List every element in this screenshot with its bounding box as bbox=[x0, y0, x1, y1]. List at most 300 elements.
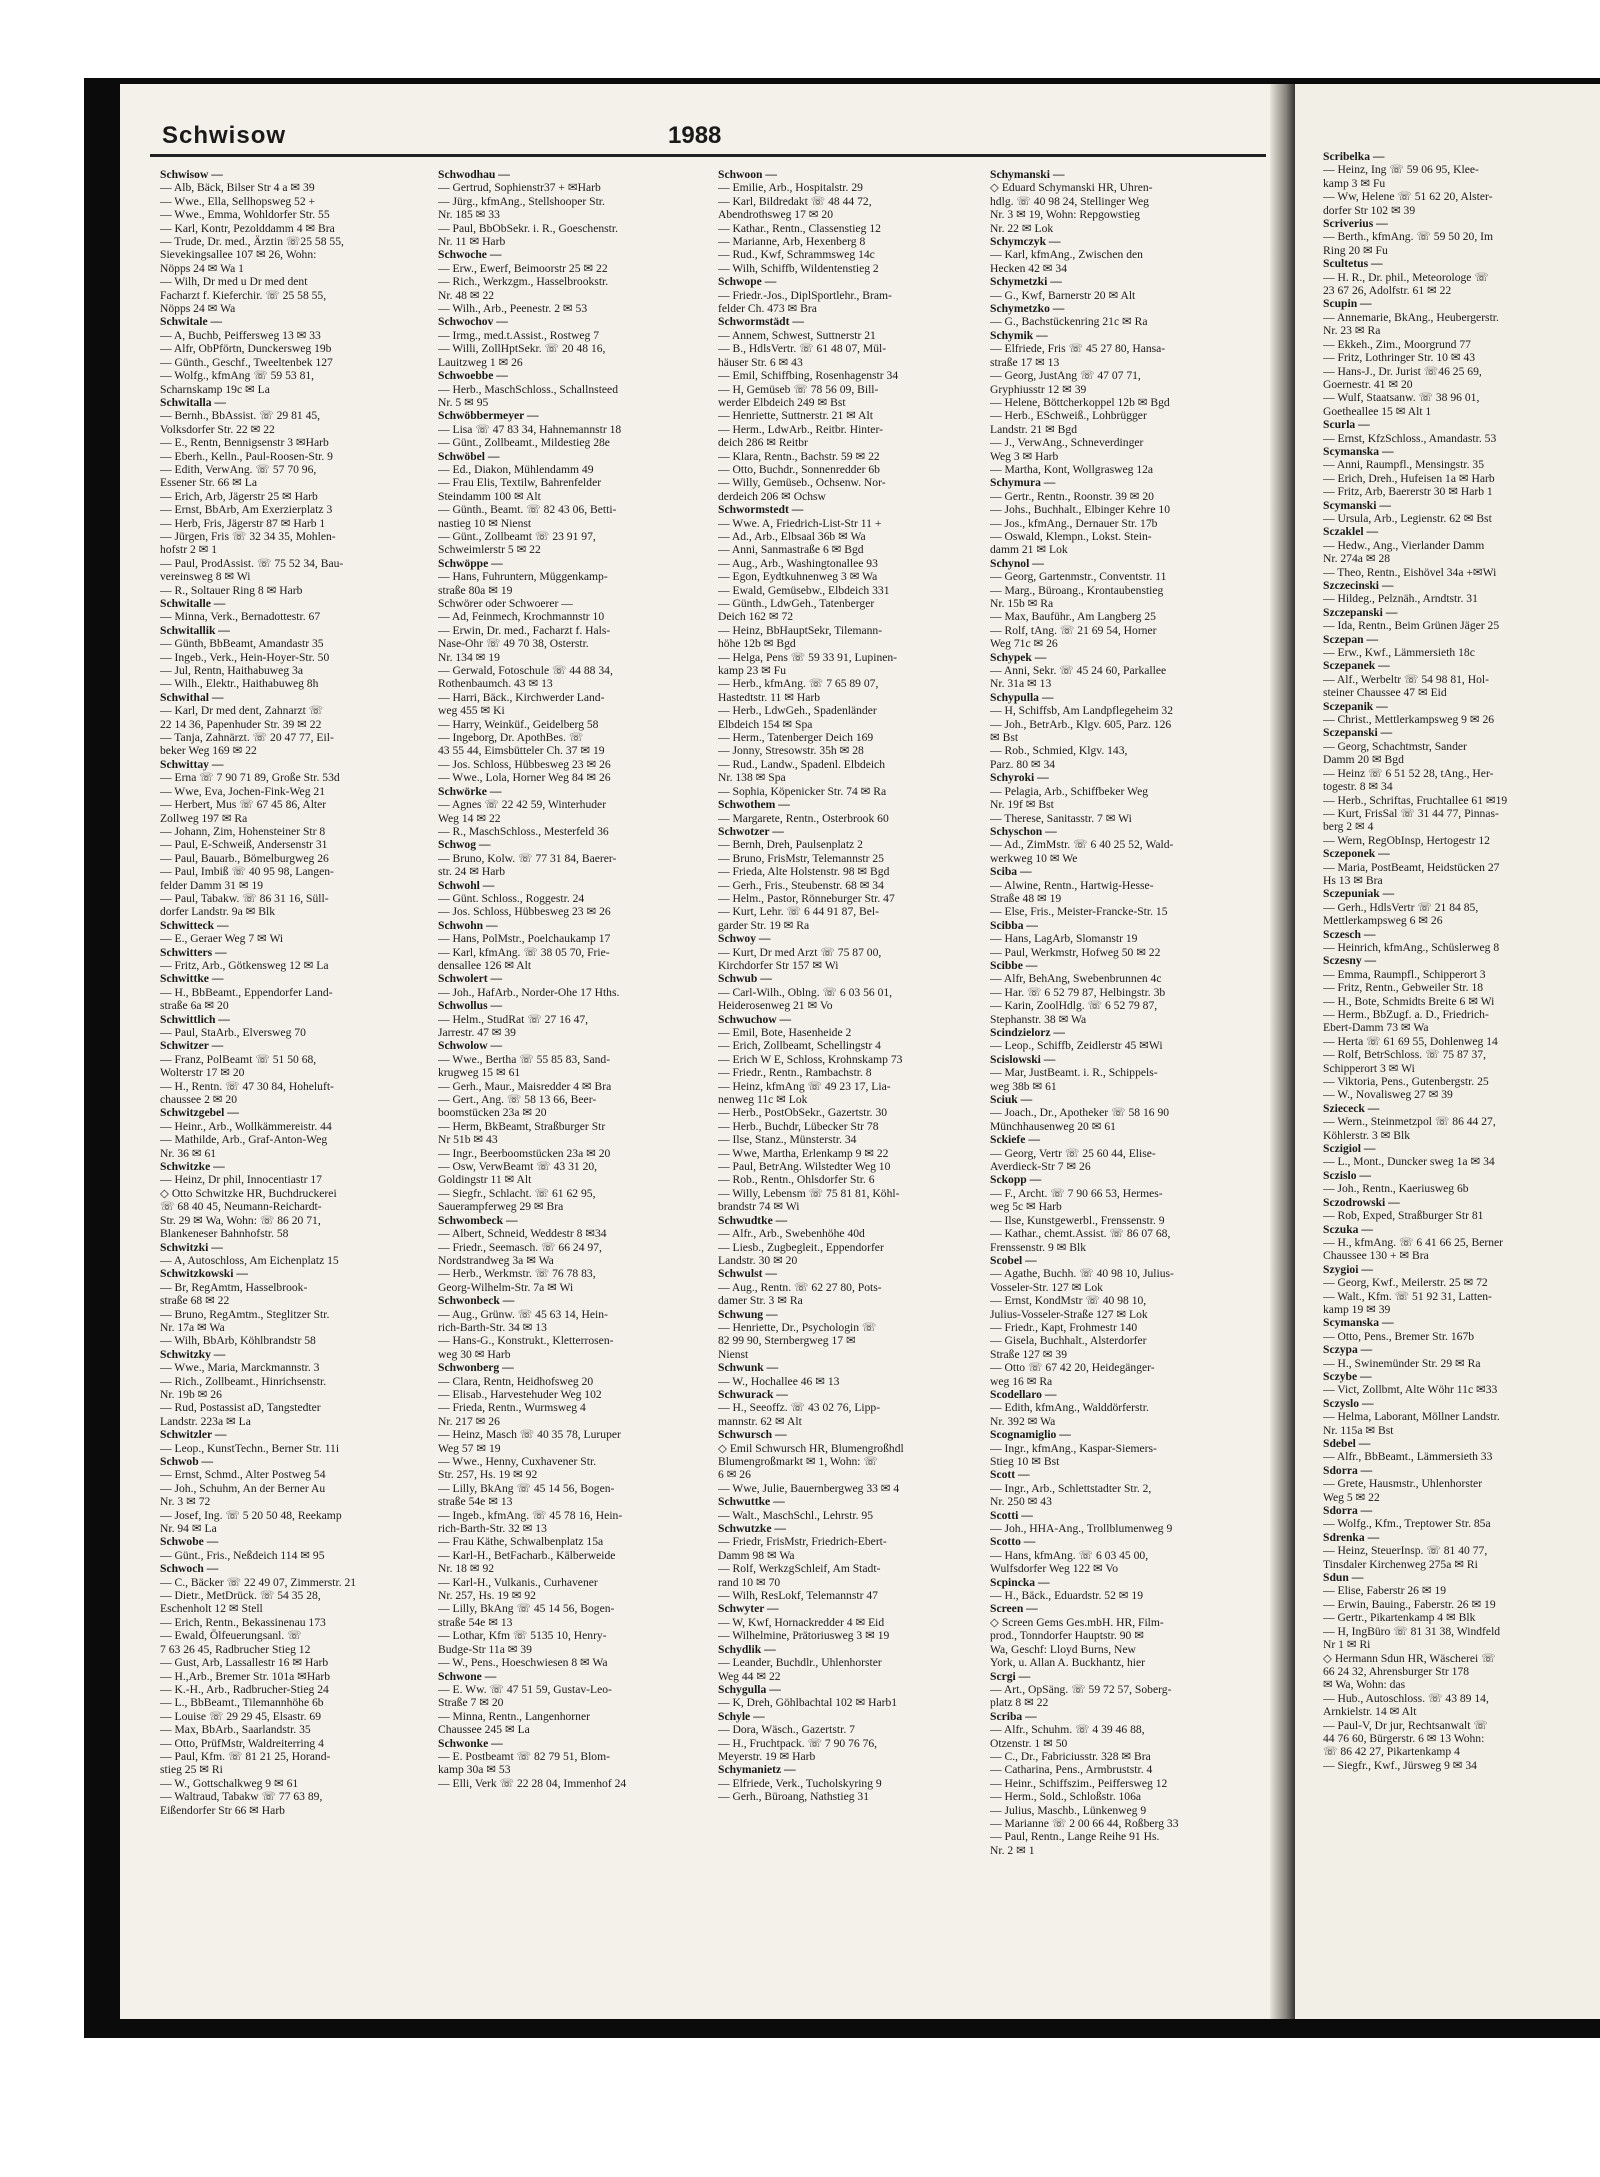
directory-line: Weg 44 ✉ 22 bbox=[718, 1669, 781, 1683]
directory-line: Schwurack — bbox=[718, 1387, 788, 1401]
directory-line: — Fritz, Arb., Götkensweg 12 ✉ La bbox=[160, 958, 329, 972]
directory-line: — Rolf, BetrSchloss. ☏ 75 87 37, bbox=[1323, 1048, 1486, 1062]
directory-line: weg 30 ✉ Harb bbox=[438, 1347, 511, 1361]
directory-line: Sczepanek — bbox=[1323, 659, 1390, 673]
directory-line: — Christ., Mettlerkampsweg 9 ✉ 26 bbox=[1323, 713, 1495, 727]
directory-line: — Erna ☏ 7 90 71 89, Große Str. 53d bbox=[160, 771, 340, 785]
directory-line: — Berth., kfmAng. ☏ 59 50 20, Im bbox=[1323, 230, 1494, 244]
directory-line: — Wulf, Staatsanw. ☏ 38 96 01, bbox=[1323, 391, 1480, 405]
directory-line: — Willy, Gemüseb., Ochsenw. Nor- bbox=[718, 476, 886, 490]
directory-line: Landstr. 21 ✉ Bgd bbox=[990, 422, 1078, 436]
directory-line: — A, Autoschloss, Am Eichenplatz 15 bbox=[160, 1253, 339, 1267]
directory-line: Nr. 19b ✉ 26 bbox=[160, 1387, 222, 1401]
directory-line: — Joach., Dr., Apotheker ☏ 58 16 90 bbox=[990, 1106, 1170, 1120]
directory-line: — Harri, Bäck., Kirchwerder Land- bbox=[438, 690, 605, 704]
directory-line: Nordstrandweg 3a ✉ Wa bbox=[438, 1253, 554, 1267]
directory-line: — Hans-G., Konstrukt., Kletterrosen- bbox=[438, 1334, 614, 1348]
directory-line: — Marianne ☏ 2 00 66 44, Roßberg 33 bbox=[990, 1816, 1179, 1830]
directory-line: — W., Novalisweg 27 ✉ 39 bbox=[1323, 1088, 1453, 1102]
directory-line: kamp 3 ✉ Fu bbox=[1323, 176, 1386, 190]
directory-line: — Paul, Bauarb., Bömelburgweg 26 bbox=[160, 851, 329, 865]
directory-line: Schwoebbe — bbox=[438, 369, 508, 383]
directory-line: — Friedr.-Jos., DiplSportlehr., Bram- bbox=[718, 288, 892, 302]
directory-line: — Clara, Rentn, Heidhofsweg 20 bbox=[438, 1374, 594, 1388]
directory-line: — Emma, Raumpfl., Schipperort 3 bbox=[1323, 967, 1486, 981]
directory-line: — Liesb., Zugbegleit., Eppendorfer bbox=[718, 1240, 884, 1254]
directory-line: Hs 13 ✉ Bra bbox=[1323, 873, 1383, 887]
directory-line: — Wilh., Arb., Peenestr. 2 ✉ 53 bbox=[438, 302, 588, 316]
directory-line: weg 16 ✉ Ra bbox=[990, 1374, 1053, 1388]
directory-line: — Louise ☏ 29 29 45, Elsastr. 69 bbox=[160, 1709, 322, 1723]
directory-line: — Wilhelmine, Prätoriusweg 3 ✉ 19 bbox=[718, 1629, 890, 1643]
directory-line: — Hildeg., Pelznäh., Arndtstr. 31 bbox=[1323, 592, 1478, 606]
directory-line: Schwuchow — bbox=[718, 1012, 792, 1026]
directory-line: Scibbe — bbox=[990, 958, 1038, 972]
directory-line: — Helm., StudRat ☏ 27 16 47, bbox=[438, 1012, 589, 1026]
directory-line: — Wilh, Dr med u Dr med dent bbox=[160, 275, 308, 289]
directory-line: — Bernh, Dreh, Paulsenplatz 2 bbox=[718, 838, 863, 852]
directory-line: — Aug., Arb., Washingtonallee 93 bbox=[718, 556, 878, 570]
directory-line: 43 55 44, Eimsbütteler Ch. 37 ✉ 19 bbox=[438, 744, 605, 758]
directory-line: Kirchdorfer Str 157 ✉ Wi bbox=[718, 958, 839, 972]
directory-line: Nr. 94 ✉ La bbox=[160, 1522, 217, 1536]
directory-line: — Jul, Rentn, Haithabuweg 3a bbox=[160, 664, 303, 678]
directory-line: Schwitteck — bbox=[160, 918, 229, 932]
directory-line: — Vict, Zollbmt, Alte Wöhr 11c ✉33 bbox=[1323, 1383, 1498, 1397]
directory-line: Schymczyk — bbox=[990, 235, 1061, 249]
directory-line: — Gert., Ang. ☏ 58 13 66, Beer- bbox=[438, 1093, 597, 1107]
directory-line: ✉ Wa, Wohn: das bbox=[1323, 1678, 1406, 1692]
directory-line: Sziececk — bbox=[1323, 1101, 1380, 1115]
page-number: 1988 bbox=[668, 122, 722, 149]
directory-line: — Annemarie, BkAng., Heubergerstr. bbox=[1323, 310, 1499, 324]
directory-line: — Kathar., chemt.Assist. ☏ 86 07 68, bbox=[990, 1227, 1171, 1241]
directory-line: Schwormstedt — bbox=[718, 503, 804, 517]
directory-line: Scultetus — bbox=[1323, 257, 1383, 271]
directory-line: Schipperort 3 ✉ Wi bbox=[1323, 1061, 1415, 1075]
directory-line: — H., Bäck., Eduardstr. 52 ✉ 19 bbox=[990, 1589, 1144, 1603]
directory-line: straße 68 ✉ 22 bbox=[160, 1294, 230, 1308]
directory-line: weg 5c ✉ Harb bbox=[990, 1200, 1062, 1214]
directory-line: Sczepanik — bbox=[1323, 699, 1388, 713]
directory-line: — Ernst, BbArb, Am Exerzierplatz 3 bbox=[160, 503, 333, 517]
directory-line: — Georg, Vertr ☏ 25 60 44, Elise- bbox=[990, 1146, 1156, 1160]
directory-line: Schwohl — bbox=[438, 878, 495, 892]
directory-line: — Elfriede, Fris ☏ 45 27 80, Hansa- bbox=[990, 342, 1166, 356]
directory-line: Sczepuniak — bbox=[1323, 887, 1395, 901]
directory-line: — Theo, Rentn., Eishövel 34a +✉Wi bbox=[1323, 565, 1497, 579]
directory-line: Sczypa — bbox=[1323, 1343, 1373, 1357]
directory-line: — Karl-H., Vulkanis., Curhavener bbox=[438, 1575, 598, 1589]
directory-line: Arnkielstr. 14 ✉ Alt bbox=[1323, 1705, 1417, 1719]
directory-line: Sievekingsallee 107 ✉ 26, Wohn: bbox=[160, 248, 317, 262]
directory-line: Schwonberg — bbox=[438, 1361, 514, 1375]
directory-line: 44 76 60, Bürgerstr. 6 ✉ 13 Wohn: bbox=[1323, 1731, 1485, 1745]
directory-line: 22 14 36, Papenhuder Str. 39 ✉ 22 bbox=[160, 717, 322, 731]
directory-line: Scodellaro — bbox=[990, 1387, 1057, 1401]
directory-line: Sauerampferweg 29 ✉ Bra bbox=[438, 1200, 564, 1214]
directory-line: Sczuka — bbox=[1323, 1222, 1373, 1236]
directory-line: Tinsdaler Kirchenweg 275a ✉ Ri bbox=[1323, 1557, 1478, 1571]
directory-line: ◇ Emil Schwursch HR, Blumengroßhdl bbox=[718, 1441, 904, 1455]
directory-line: — Ad., ZimMstr. ☏ 6 40 25 52, Wald- bbox=[990, 838, 1174, 852]
directory-line: — Gerwald, Fotoschule ☏ 44 88 34, bbox=[438, 664, 613, 678]
directory-line: — Alb, Bäck, Bilser Str 4 a ✉ 39 bbox=[160, 181, 315, 195]
directory-line: — Wwe., Henny, Cuxhavener Str. bbox=[438, 1455, 597, 1468]
directory-line: — Hans-J., Dr. Jurist ☏46 25 69, bbox=[1323, 364, 1482, 378]
directory-line: Damm 98 ✉ Wa bbox=[718, 1548, 795, 1562]
directory-line: — Ilse, Kunstgewerbl., Frenssenstr. 9 bbox=[990, 1213, 1165, 1227]
directory-line: — Herm., BbZugf. a. D., Friedrich- bbox=[1323, 1008, 1489, 1021]
directory-line: boomstücken 23a ✉ 20 bbox=[438, 1106, 547, 1120]
directory-line: Budge-Str 11a ✉ 39 bbox=[438, 1642, 532, 1656]
directory-line: — Paul, BetrAng. Wilstedter Weg 10 bbox=[718, 1160, 891, 1174]
directory-line: — Herb., MaschSchloss., Schallnsteed bbox=[438, 382, 618, 396]
directory-line: Schwog — bbox=[438, 838, 491, 852]
directory-line: — Wern., Steinmetzpol ☏ 86 44 27, bbox=[1323, 1115, 1496, 1129]
directory-line: — Rob., Rentn., Ohlsdorfer Str. 6 bbox=[718, 1173, 875, 1187]
directory-line: Straße 127 ✉ 39 bbox=[990, 1347, 1068, 1361]
directory-line: — Otto, Buchdr., Sonnenredder 6b bbox=[718, 462, 880, 476]
directory-line: Szczepanski — bbox=[1323, 605, 1398, 619]
directory-line: — Martha, Kont, Wollgrasweg 12a bbox=[990, 462, 1154, 476]
directory-line: — Wilh., Elektr., Haithabuweg 8h bbox=[160, 677, 319, 691]
directory-line: — Wwe, Martha, Erlenkamp 9 ✉ 22 bbox=[718, 1146, 889, 1160]
directory-line: — Helga, Pens ☏ 59 33 91, Lupinen- bbox=[718, 650, 898, 664]
directory-line: — G., Kwf, Barnerstr 20 ✉ Alt bbox=[990, 288, 1136, 302]
directory-line: — H., kfmAng. ☏ 6 41 66 25, Berner bbox=[1323, 1235, 1504, 1249]
directory-line: — Günt. Schloss., Roggestr. 24 bbox=[438, 891, 585, 905]
directory-line: — Elise, Faberstr 26 ✉ 19 bbox=[1323, 1584, 1447, 1598]
directory-line: Schyroki — bbox=[990, 771, 1049, 785]
directory-line: Schwitalla — bbox=[160, 395, 227, 409]
directory-line: — Hans, PolMstr., Poelchaukamp 17 bbox=[438, 932, 611, 946]
directory-line: Schwörer oder Schwoerer — bbox=[438, 597, 573, 610]
directory-line: — K, Dreh, Göhlbachtal 102 ✉ Harb1 bbox=[718, 1696, 898, 1710]
directory-line: Sckiefe — bbox=[990, 1133, 1040, 1147]
directory-line: derdeich 206 ✉ Ochsw bbox=[718, 489, 826, 503]
directory-line: Weg 5 ✉ 22 bbox=[1323, 1490, 1380, 1504]
directory-line: — Heinz, kfmAng ☏ 49 23 17, Lia- bbox=[718, 1079, 891, 1093]
directory-line: Münchhausenweg 20 ✉ 61 bbox=[990, 1119, 1116, 1133]
directory-line: — Rud., Kwf, Schrammsweg 14c bbox=[718, 248, 875, 262]
directory-line: — Georg, JustAng ☏ 47 07 71, bbox=[990, 369, 1141, 383]
directory-line: Schwonke — bbox=[438, 1736, 503, 1750]
directory-line: damm 21 ✉ Lok bbox=[990, 543, 1068, 557]
directory-line: Chaussee 130 + ✉ Bra bbox=[1323, 1249, 1429, 1263]
directory-line: — Elisab., Harvestehuder Weg 102 bbox=[438, 1387, 602, 1401]
directory-line: Schwohn — bbox=[438, 918, 498, 932]
directory-line: — Ingr., kfmAng., Kaspar-Siemers- bbox=[990, 1441, 1157, 1455]
directory-line: Damm 20 ✉ Bgd bbox=[1323, 753, 1404, 767]
directory-line: ◇ Screen Gems Ges.mbH. HR, Film- bbox=[990, 1615, 1164, 1629]
directory-line: — Paul, BbObSekr. i. R., Goeschenstr. bbox=[438, 221, 619, 235]
directory-line: ◇ Eduard Schymanski HR, Uhren- bbox=[990, 181, 1153, 195]
directory-line: Deich 162 ✉ 72 bbox=[718, 610, 794, 624]
directory-line: Schymetzki — bbox=[990, 275, 1062, 289]
directory-line: garder Str. 19 ✉ Ra bbox=[718, 918, 810, 932]
directory-line: — Georg, Kwf., Meilerstr. 25 ✉ 72 bbox=[1323, 1276, 1488, 1290]
directory-line: — Irmg., med.t.Assist., Rostweg 7 bbox=[438, 328, 600, 342]
directory-line: Nr. 185 ✉ 33 bbox=[438, 208, 500, 222]
directory-line: Nr. 36 ✉ 61 bbox=[160, 1146, 217, 1160]
directory-line: — H., BbBeamt., Eppendorfer Land- bbox=[160, 985, 333, 999]
directory-line: Schweimlerstr 5 ✉ 22 bbox=[438, 543, 541, 557]
directory-line: — Wwe., Bertha ☏ 55 85 83, Sand- bbox=[438, 1052, 611, 1066]
directory-line: — H., Fruchtpack. ☏ 7 90 76 76, bbox=[718, 1736, 878, 1750]
directory-line: — Osw, VerwBeamt ☏ 43 31 20, bbox=[438, 1160, 598, 1174]
directory-line: Weg 3 ✉ Harb bbox=[990, 449, 1059, 463]
directory-line: — Helma, Laborant, Möllner Landstr. bbox=[1323, 1410, 1500, 1424]
directory-line: Schwollus — bbox=[438, 999, 503, 1013]
directory-line: Schwothem — bbox=[718, 798, 790, 812]
directory-line: — Günth., Geschf., Tweeltenbek 127 bbox=[160, 355, 333, 369]
directory-line: Schwudtke — bbox=[718, 1213, 788, 1227]
directory-line: — Jos. Schloss, Hübbesweg 23 ✉ 26 bbox=[438, 757, 611, 771]
directory-line: — Ad, Feinmech, Krochmannstr 10 bbox=[438, 610, 605, 624]
directory-line: Parz. 80 ✉ 34 bbox=[990, 757, 1056, 771]
directory-line: Schyschon — bbox=[990, 824, 1057, 838]
directory-line: — Hans, LagArb, Slomanstr 19 bbox=[990, 932, 1138, 946]
directory-line: — Heinz ☏ 6 51 52 28, tAng., Her- bbox=[1323, 766, 1494, 780]
directory-line: Köhlerstr. 3 ✉ Blk bbox=[1323, 1128, 1411, 1142]
directory-line: — Rich., Werkzgm., Hasselbrookstr. bbox=[438, 275, 609, 289]
directory-line: — Frieda, Alte Holstenstr. 98 ✉ Bgd bbox=[718, 865, 890, 879]
directory-line: — Elli, Verk ☏ 22 28 04, Immenhof 24 bbox=[438, 1776, 627, 1790]
directory-line: Nase-Ohr ☏ 49 70 38, Osterstr. bbox=[438, 637, 589, 651]
directory-line: — Kurt, Dr med Arzt ☏ 75 87 00, bbox=[718, 945, 882, 959]
directory-line: — Johs., Buchhalt., Elbinger Kehre 10 bbox=[990, 503, 1170, 517]
directory-line: Nr. 257, Hs. 19 ✉ 92 bbox=[438, 1589, 536, 1603]
directory-line: platz 8 ✉ 22 bbox=[990, 1696, 1049, 1710]
directory-line: — Siegfr., Kwf., Jürsweg 9 ✉ 34 bbox=[1323, 1758, 1477, 1772]
directory-line: — Lilly, BkAng ☏ 45 14 56, Bogen- bbox=[438, 1602, 615, 1616]
directory-line: Ring 20 ✉ Fu bbox=[1323, 243, 1388, 257]
directory-line: Lauitzweg 1 ✉ 26 bbox=[438, 355, 523, 369]
directory-line: — Bruno, FrisMstr, Telemannstr 25 bbox=[718, 851, 884, 865]
directory-line: — Leop., KunstTechn., Berner Str. 11i bbox=[160, 1441, 340, 1455]
directory-line: Schwittlich — bbox=[160, 1012, 230, 1026]
directory-line: — Franz, PolBeamt ☏ 51 50 68, bbox=[160, 1052, 317, 1066]
directory-line: — Friedr., Seemasch. ☏ 66 24 97, bbox=[438, 1240, 602, 1254]
directory-line: Schwombeck — bbox=[438, 1213, 518, 1227]
directory-line: Schwitzkowski — bbox=[160, 1267, 248, 1281]
directory-line: Schwittay — bbox=[160, 757, 224, 771]
directory-line: — Mar, JustBeamt. i. R., Schippels- bbox=[990, 1066, 1158, 1080]
directory-line: Schwisow — bbox=[160, 168, 223, 181]
directory-line: — Wolfg., Kfm., Treptower Str. 85a bbox=[1323, 1517, 1491, 1531]
directory-line: — Friedr, FrisMstr, Friedrich-Ebert- bbox=[718, 1535, 887, 1549]
directory-line: — Wilh, BbArb, Köhlbrandstr 58 bbox=[160, 1334, 316, 1348]
directory-line: Scupin — bbox=[1323, 297, 1372, 311]
directory-line: weg 38b ✉ 61 bbox=[990, 1079, 1057, 1093]
directory-line: Nr. 250 ✉ 43 bbox=[990, 1495, 1052, 1509]
directory-line: Wa, Geschf: Lloyd Burns, New bbox=[990, 1642, 1136, 1656]
directory-line: Schwolert — bbox=[438, 972, 503, 986]
directory-line: felder Damm 31 ✉ 19 bbox=[160, 878, 264, 892]
directory-line: — H, IngBüro ☏ 81 31 38, Windfeld bbox=[1323, 1624, 1501, 1638]
directory-line: Szygioi — bbox=[1323, 1262, 1373, 1276]
directory-line: — Heinz, Masch ☏ 40 35 78, Luruper bbox=[438, 1428, 621, 1442]
directory-line: — Emil, Schiffbing, Rosenhagenstr 34 bbox=[718, 369, 899, 383]
directory-line: Schwoon — bbox=[718, 168, 777, 181]
directory-line: densallee 126 ✉ Alt bbox=[438, 958, 532, 972]
directory-line: Nr. 23 ✉ Ra bbox=[1323, 324, 1381, 338]
directory-line: — Oswald, Klempn., Lokst. Stein- bbox=[990, 529, 1152, 543]
directory-line: — W., Hochallee 46 ✉ 13 bbox=[718, 1374, 840, 1388]
directory-line: Schwitters — bbox=[160, 945, 227, 959]
directory-line: Sczepan — bbox=[1323, 632, 1379, 646]
directory-line: Landstr. 30 ✉ 20 bbox=[718, 1253, 798, 1267]
directory-line: — Kurt, Lehr. ☏ 6 44 91 87, Bel- bbox=[718, 905, 880, 919]
directory-line: — Mathilde, Arb., Graf-Anton-Weg bbox=[160, 1133, 328, 1147]
directory-line: — Walt., MaschSchl., Lehrstr. 95 bbox=[718, 1508, 874, 1522]
directory-line: — Wwe. A, Friedrich-List-Str 11 + bbox=[718, 516, 882, 530]
directory-line: — Aug., Rentn. ☏ 62 27 80, Pots- bbox=[718, 1280, 882, 1294]
directory-line: — W, Kwf, Hornackredder 4 ✉ Eid bbox=[718, 1615, 885, 1629]
directory-line: — Erich, Zollbeamt, Schellingstr 4 bbox=[718, 1039, 881, 1053]
directory-line: Nr. 115a ✉ Bst bbox=[1323, 1423, 1394, 1437]
directory-line: steiner Chaussee 47 ✉ Eid bbox=[1323, 686, 1447, 700]
column-3 bbox=[718, 168, 988, 1804]
directory-line: Hastedtstr. 11 ✉ Harb bbox=[718, 690, 821, 704]
directory-line: — H., Seeoffz. ☏ 43 02 76, Lipp- bbox=[718, 1401, 881, 1415]
directory-line: — Heinz, BbHauptSekr, Tilemann- bbox=[718, 623, 883, 637]
directory-line: — Alfr., Arb., Swebenhöhe 40d bbox=[718, 1227, 865, 1241]
directory-line: — Karl-H., BetFacharb., Kälberweide bbox=[438, 1548, 616, 1562]
directory-line: — Otto, Pens., Bremer Str. 167b bbox=[1323, 1329, 1475, 1343]
directory-line: Scotto — bbox=[990, 1535, 1036, 1549]
directory-line: — Erw., Kwf., Lämmersieth 18c bbox=[1323, 646, 1475, 660]
directory-line: Nr. 3 ✉ 19, Wohn: Repgowstieg bbox=[990, 208, 1140, 222]
directory-line: Sdrenka — bbox=[1323, 1530, 1380, 1544]
header-rule bbox=[150, 154, 1266, 157]
directory-line: — Frieda, Rentn., Wurmsweg 4 bbox=[438, 1401, 586, 1415]
directory-line: Sciba — bbox=[990, 865, 1032, 879]
directory-line: — Emilie, Arb., Hospitalstr. 29 bbox=[718, 181, 863, 195]
directory-line: — Egon, Eydtkuhnenweg 3 ✉ Wa bbox=[718, 570, 878, 584]
directory-line: — Joh., HHA-Ang., Trollblumenweg 9 bbox=[990, 1522, 1173, 1536]
directory-line: — Margarete, Rentn., Osterbrook 60 bbox=[718, 811, 889, 825]
directory-line: — H., Rentn. ☏ 47 30 84, Hoheluft- bbox=[160, 1079, 334, 1093]
directory-line: — R., Soltauer Ring 8 ✉ Harb bbox=[160, 583, 303, 597]
directory-line: Sczeponek — bbox=[1323, 847, 1390, 861]
directory-line: Schwitale — bbox=[160, 315, 223, 329]
directory-line: York, u. Allan A. Buckhantz, hier bbox=[990, 1656, 1146, 1670]
directory-line: ☏ 68 40 45, Neumann-Reichardt- bbox=[160, 1200, 322, 1214]
directory-line: Otzenstr. 1 ✉ 50 bbox=[990, 1736, 1068, 1750]
directory-line: — Hedw., Ang., Vierlander Damm bbox=[1323, 538, 1485, 552]
directory-line: — Gerh., Büroang, Nathstieg 31 bbox=[718, 1790, 870, 1804]
directory-line: kamp 30a ✉ 53 bbox=[438, 1763, 511, 1777]
directory-line: Schwobe — bbox=[160, 1535, 219, 1549]
directory-line: — Elfriede, Verk., Tucholskyring 9 bbox=[718, 1776, 882, 1790]
directory-line: Volksdorfer Str. 22 ✉ 22 bbox=[160, 422, 275, 436]
directory-line: Scymanska — bbox=[1323, 1316, 1394, 1330]
directory-line: — Ursula, Arb., Legienstr. 62 ✉ Bst bbox=[1323, 511, 1492, 525]
directory-line: Jarrestr. 47 ✉ 39 bbox=[438, 1026, 516, 1039]
directory-line: prod., Tonndorfer Hauptstr. 90 ✉ bbox=[990, 1629, 1144, 1643]
directory-line: — Kurt, FrisSal ☏ 31 44 77, Pinnas- bbox=[1323, 806, 1499, 820]
directory-line: — Heinrich, kfmAng., Schüslerweg 8 bbox=[1323, 940, 1500, 954]
directory-line: Scurla — bbox=[1323, 418, 1370, 432]
directory-line: — Paul, StaArb., Elversweg 70 bbox=[160, 1026, 306, 1039]
column-1 bbox=[160, 168, 430, 1817]
directory-line: togestr. 8 ✉ 34 bbox=[1323, 780, 1393, 794]
directory-line: — H., Swinemünder Str. 29 ✉ Ra bbox=[1323, 1356, 1481, 1370]
directory-line: — Jürgen, Fris ☏ 32 34 35, Mohlen- bbox=[160, 529, 336, 543]
directory-line: — Ingeb., kfmAng. ☏ 45 78 16, Hein- bbox=[438, 1508, 623, 1522]
directory-line: Schwoch — bbox=[160, 1562, 219, 1576]
directory-line: — Anni, Raumpfl., Mensingstr. 35 bbox=[1323, 458, 1485, 472]
directory-line: — Günth., LdwGeh., Tatenberger bbox=[718, 597, 875, 610]
directory-line: — Trude, Dr. med., Ärztin ☏25 58 55, bbox=[160, 235, 344, 249]
directory-line: — Wolfg., kfmAng ☏ 59 53 81, bbox=[160, 369, 315, 383]
directory-line: — Joh., Schuhm, An der Berner Au bbox=[160, 1481, 326, 1495]
directory-line: hdlg. ☏ 40 98 24, Stellinger Weg bbox=[990, 194, 1149, 208]
directory-line: Zollweg 197 ✉ Ra bbox=[160, 811, 248, 825]
directory-line: ◇ Hermann Sdun HR, Wäscherei ☏ bbox=[1323, 1651, 1496, 1665]
directory-line: — Waltraud, Tabakw ☏ 77 63 89, bbox=[160, 1790, 323, 1804]
directory-line: — Ernst, KondMstr ☏ 40 98 10, bbox=[990, 1294, 1147, 1308]
directory-line: Schwöbbermeyer — bbox=[438, 409, 539, 423]
directory-line: rich-Barth-Str. 34 ✉ 13 bbox=[438, 1320, 547, 1334]
directory-line: Schwithal — bbox=[160, 690, 224, 704]
directory-line: nastieg 10 ✉ Nienst bbox=[438, 516, 532, 530]
directory-line: — Karin, ZoolHdlg. ☏ 6 52 79 87, bbox=[990, 999, 1158, 1013]
directory-line: — Erich W E, Schloss, Krohnskamp 73 bbox=[718, 1052, 903, 1066]
directory-line: — Fritz, Arb, Baererstr 30 ✉ Harb 1 bbox=[1323, 485, 1493, 499]
directory-line: — Leander, Buchdlr., Uhlenhorster bbox=[718, 1656, 882, 1670]
directory-line: Nr. 11 ✉ Harb bbox=[438, 235, 506, 249]
directory-line: Schwitzky — bbox=[160, 1347, 226, 1361]
directory-line: — Helene, Böttcherkoppel 12b ✉ Bgd bbox=[990, 395, 1170, 409]
directory-line: — Ed., Diakon, Mühlendamm 49 bbox=[438, 462, 594, 476]
directory-line: — Rud, Postassist aD, Tangstedter bbox=[160, 1401, 321, 1415]
directory-line: Sczepanski — bbox=[1323, 726, 1393, 740]
directory-line: — Frau Käthe, Schwalbenplatz 15a bbox=[438, 1535, 604, 1549]
directory-line: ✉ Bst bbox=[990, 731, 1019, 745]
directory-line: Schymanski — bbox=[990, 168, 1065, 181]
column-4 bbox=[990, 168, 1260, 1857]
directory-line: — C., Bäcker ☏ 22 49 07, Zimmerstr. 21 bbox=[160, 1575, 357, 1589]
directory-line: Schwuttke — bbox=[718, 1495, 785, 1509]
directory-line: Scriverius — bbox=[1323, 217, 1388, 231]
directory-line: — B., HdlsVertr. ☏ 61 48 07, Mül- bbox=[718, 342, 887, 356]
directory-line: Schynol — bbox=[990, 556, 1044, 570]
directory-line: — Wwe, Julie, Bauernbergweg 33 ✉ 4 bbox=[718, 1481, 900, 1495]
directory-line: Schwitzler — bbox=[160, 1428, 227, 1442]
directory-line: — H.,Arb., Bremer Str. 101a ✉Harb bbox=[160, 1669, 331, 1683]
directory-line: — Erwin, Dr. med., Facharzt f. Hals- bbox=[438, 623, 611, 637]
directory-line: Nr. 274a ✉ 28 bbox=[1323, 552, 1391, 566]
directory-line: Schwormstädt — bbox=[718, 315, 804, 329]
directory-line: — Herb., kfmAng. ☏ 7 65 89 07, bbox=[718, 677, 879, 691]
directory-line: — Karl, Kontr, Pezolddamm 4 ✉ Bra bbox=[160, 221, 335, 235]
directory-line: — Grete, Hausmstr., Uhlenhorster bbox=[1323, 1477, 1483, 1491]
directory-line: Hecken 42 ✉ 34 bbox=[990, 261, 1068, 275]
directory-line: Sdorra — bbox=[1323, 1463, 1373, 1477]
directory-line: — Wilh, Schiffb, Wildentenstieg 2 bbox=[718, 261, 879, 275]
directory-line: kamp 23 ✉ Fu bbox=[718, 664, 787, 678]
directory-line: — Catharina, Pens., Armbruststr. 4 bbox=[990, 1763, 1153, 1777]
directory-line: Eschenholt 12 ✉ Stell bbox=[160, 1602, 263, 1616]
directory-line: — Ewald, Gemüsebw., Elbdeich 331 bbox=[718, 583, 890, 597]
directory-line: — Sophia, Köpenicker Str. 74 ✉ Ra bbox=[718, 784, 887, 798]
directory-line: Scrgi — bbox=[990, 1669, 1031, 1683]
directory-line: — Otto, PrüfMstr, Waldreiterring 4 bbox=[160, 1736, 324, 1750]
directory-line: Schypulla — bbox=[990, 690, 1054, 704]
